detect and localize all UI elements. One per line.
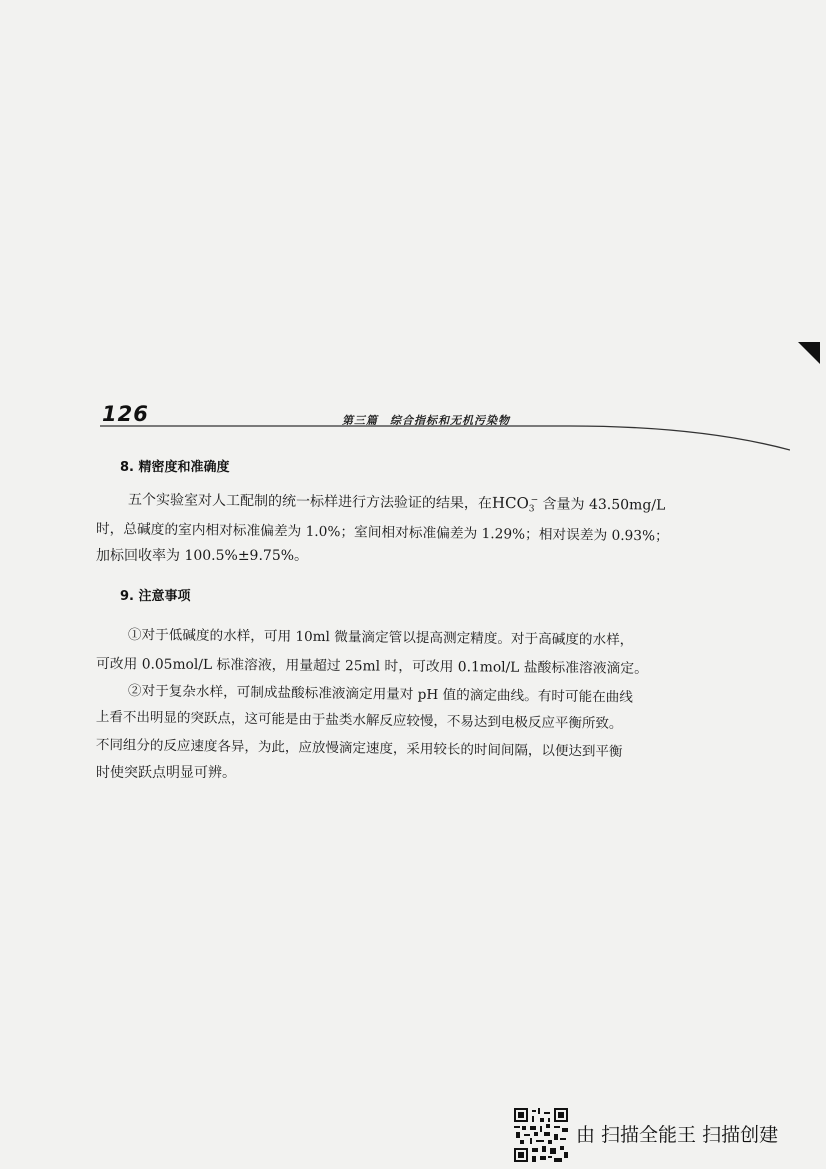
text-span: 含量为 43.50mg/L: [542, 496, 666, 514]
paragraph-line: ①对于低碱度的水样，可用 10ml 微量滴定管以提高测定精度。对于高碱度的水样，: [127, 627, 634, 649]
paragraph-line: 上看不出明显的突跃点，这可能是由于盐类水解反应较慢，不易达到电极反应平衡所致。: [95, 709, 623, 732]
paragraph-line: 时使突跃点明显可辨。: [96, 765, 236, 781]
page-header: [100, 402, 790, 462]
paragraph-line: [128, 489, 666, 516]
chemical-formula: [491, 493, 539, 515]
scanner-watermark: [514, 1108, 814, 1160]
page-number: 126: [102, 402, 149, 426]
formula-superscript: −: [530, 495, 539, 506]
text-span: 五个实验室对人工配制的统一标样进行方法验证的结果，在: [127, 492, 493, 512]
section-heading-precision: 8. 精密度和准确度: [120, 460, 230, 475]
qr-code-icon: [514, 1108, 568, 1162]
paragraph-line: 不同组分的反应速度各异，为此，应放慢滴定速度，采用较长的时间间隔，以便达到平衡: [95, 737, 623, 760]
paragraph-line: 时，总碱度的室内相对标准偏差为 1.0%；室间相对标准偏差为 1.29%；相对误差为 0.93%；: [95, 521, 669, 545]
paragraph-line: 加标回收率为 100.5%±9.75%。: [96, 548, 309, 564]
paragraph-line: 可改用 0.05mol/L 标准溶液，用量超过 25ml 时，可改用 0.1mol/L 盐酸标准溶液滴定。: [95, 656, 649, 677]
scanner-credit: 由 扫描全能王 扫描创建: [576, 1124, 779, 1146]
paragraph-line: ②对于复杂水样，可制成盐酸标准液滴定用量对 pH 值的滴定曲线。有时可能在曲线: [127, 683, 634, 706]
section-heading-notes: 9. 注意事项: [120, 589, 191, 604]
running-title: 第三篇 综合指标和无机污染物: [342, 414, 510, 427]
corner-triangle-mark: [798, 342, 820, 364]
formula-main: HCO: [491, 493, 529, 513]
formula-subscript: 3: [528, 504, 535, 515]
